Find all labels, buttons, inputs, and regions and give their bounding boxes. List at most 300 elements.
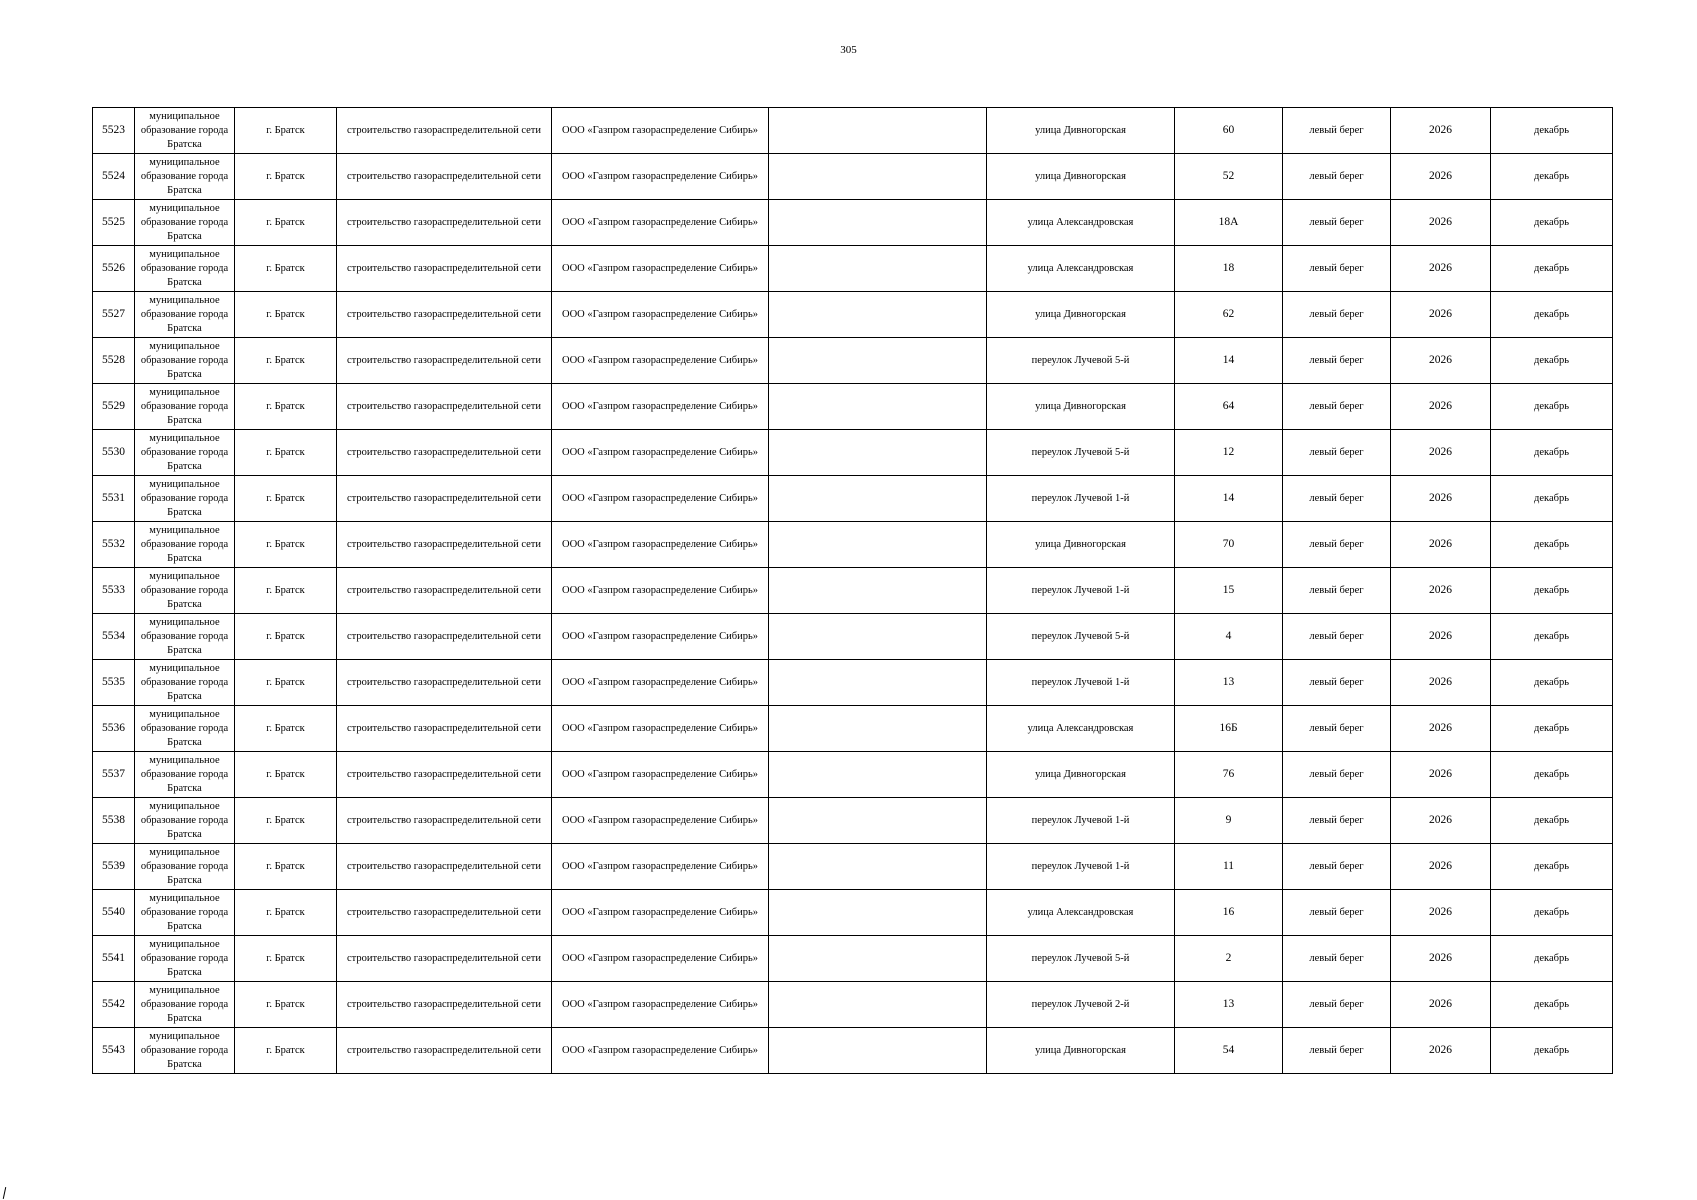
municipality-cell: [135, 890, 235, 936]
city-cell: г. Братск: [235, 752, 337, 798]
empty-cell: [769, 338, 987, 384]
row-number: 5543: [93, 1028, 135, 1074]
municipality-line: муниципальное: [149, 616, 220, 628]
bank-cell: левый берег: [1283, 706, 1391, 752]
table-row: [93, 798, 1613, 844]
municipality-cell: [135, 660, 235, 706]
empty-cell: [769, 982, 987, 1028]
municipality-line: муниципальное: [149, 432, 220, 444]
municipality-line: Братска: [167, 368, 202, 380]
municipality-cell: [135, 568, 235, 614]
month-cell: декабрь: [1491, 292, 1613, 338]
month-cell: декабрь: [1491, 430, 1613, 476]
work-type-cell: строительство газораспределительной сети: [337, 890, 552, 936]
municipality-line: Братска: [167, 644, 202, 656]
table-row: [93, 936, 1613, 982]
work-type-cell: строительство газораспределительной сети: [337, 154, 552, 200]
municipality-cell: [135, 752, 235, 798]
work-type-cell: строительство газораспределительной сети: [337, 384, 552, 430]
month-cell: декабрь: [1491, 752, 1613, 798]
bank-cell: левый берег: [1283, 200, 1391, 246]
month-cell: декабрь: [1491, 1028, 1613, 1074]
city-cell: г. Братск: [235, 200, 337, 246]
month-cell: декабрь: [1491, 522, 1613, 568]
organization-cell: ООО «Газпром газораспределение Сибирь»: [552, 200, 769, 246]
work-type-cell: строительство газораспределительной сети: [337, 108, 552, 154]
table-row: [93, 338, 1613, 384]
work-type-cell: строительство газораспределительной сети: [337, 246, 552, 292]
municipality-line: образование города: [140, 998, 229, 1010]
organization-cell: ООО «Газпром газораспределение Сибирь»: [552, 430, 769, 476]
row-number: 5524: [93, 154, 135, 200]
street-cell: улица Александровская: [987, 246, 1175, 292]
year-cell: 2026: [1391, 430, 1491, 476]
municipality-line: образование города: [140, 262, 229, 274]
municipality-cell: [135, 706, 235, 752]
table-row: [93, 844, 1613, 890]
row-number: 5538: [93, 798, 135, 844]
work-type-cell: строительство газораспределительной сети: [337, 476, 552, 522]
empty-cell: [769, 568, 987, 614]
municipality-line: Братска: [167, 1012, 202, 1024]
work-type-cell: строительство газораспределительной сети: [337, 568, 552, 614]
year-cell: 2026: [1391, 476, 1491, 522]
municipality-line: образование города: [140, 584, 229, 596]
municipality-line: Братска: [167, 184, 202, 196]
year-cell: 2026: [1391, 568, 1491, 614]
municipality-line: Братска: [167, 690, 202, 702]
city-cell: г. Братск: [235, 982, 337, 1028]
city-cell: г. Братск: [235, 108, 337, 154]
street-cell: улица Александровская: [987, 706, 1175, 752]
municipality-line: образование города: [140, 860, 229, 872]
month-cell: декабрь: [1491, 706, 1613, 752]
bank-cell: левый берег: [1283, 246, 1391, 292]
table-row: [93, 476, 1613, 522]
row-number: 5527: [93, 292, 135, 338]
empty-cell: [769, 936, 987, 982]
table-row: [93, 292, 1613, 338]
year-cell: 2026: [1391, 936, 1491, 982]
municipality-line: образование города: [140, 492, 229, 504]
row-number: 5537: [93, 752, 135, 798]
empty-cell: [769, 200, 987, 246]
house-number-cell: 13: [1175, 660, 1283, 706]
municipality-line: образование города: [140, 446, 229, 458]
work-type-cell: строительство газораспределительной сети: [337, 706, 552, 752]
row-number: 5542: [93, 982, 135, 1028]
table-row: [93, 384, 1613, 430]
municipality-line: образование города: [140, 400, 229, 412]
organization-cell: ООО «Газпром газораспределение Сибирь»: [552, 522, 769, 568]
house-number-cell: 18: [1175, 246, 1283, 292]
bank-cell: левый берег: [1283, 476, 1391, 522]
house-number-cell: 4: [1175, 614, 1283, 660]
year-cell: 2026: [1391, 384, 1491, 430]
work-type-cell: строительство газораспределительной сети: [337, 338, 552, 384]
street-cell: переулок Лучевой 1-й: [987, 798, 1175, 844]
empty-cell: [769, 430, 987, 476]
table-row: [93, 660, 1613, 706]
organization-cell: ООО «Газпром газораспределение Сибирь»: [552, 1028, 769, 1074]
municipality-line: Братска: [167, 322, 202, 334]
municipality-line: Братска: [167, 874, 202, 886]
municipality-line: муниципальное: [149, 662, 220, 674]
row-number: 5526: [93, 246, 135, 292]
city-cell: г. Братск: [235, 614, 337, 660]
city-cell: г. Братск: [235, 338, 337, 384]
table-row: [93, 522, 1613, 568]
organization-cell: ООО «Газпром газораспределение Сибирь»: [552, 936, 769, 982]
bank-cell: левый берег: [1283, 154, 1391, 200]
municipality-line: Братска: [167, 276, 202, 288]
month-cell: декабрь: [1491, 108, 1613, 154]
house-number-cell: 11: [1175, 844, 1283, 890]
month-cell: декабрь: [1491, 154, 1613, 200]
street-cell: улица Дивногорская: [987, 752, 1175, 798]
street-cell: переулок Лучевой 1-й: [987, 476, 1175, 522]
house-number-cell: 52: [1175, 154, 1283, 200]
year-cell: 2026: [1391, 200, 1491, 246]
empty-cell: [769, 384, 987, 430]
month-cell: декабрь: [1491, 890, 1613, 936]
empty-cell: [769, 614, 987, 660]
street-cell: переулок Лучевой 1-й: [987, 660, 1175, 706]
municipality-line: муниципальное: [149, 984, 220, 996]
organization-cell: ООО «Газпром газораспределение Сибирь»: [552, 706, 769, 752]
municipality-line: образование города: [140, 768, 229, 780]
bank-cell: левый берег: [1283, 844, 1391, 890]
table-row: [93, 752, 1613, 798]
municipality-line: Братска: [167, 920, 202, 932]
city-cell: г. Братск: [235, 430, 337, 476]
row-number: 5530: [93, 430, 135, 476]
house-number-cell: 16: [1175, 890, 1283, 936]
work-type-cell: строительство газораспределительной сети: [337, 200, 552, 246]
municipality-line: образование города: [140, 170, 229, 182]
organization-cell: ООО «Газпром газораспределение Сибирь»: [552, 660, 769, 706]
municipality-line: муниципальное: [149, 524, 220, 536]
organization-cell: ООО «Газпром газораспределение Сибирь»: [552, 890, 769, 936]
year-cell: 2026: [1391, 614, 1491, 660]
municipality-cell: [135, 154, 235, 200]
street-cell: переулок Лучевой 5-й: [987, 430, 1175, 476]
bank-cell: левый берег: [1283, 982, 1391, 1028]
empty-cell: [769, 706, 987, 752]
municipality-cell: [135, 200, 235, 246]
organization-cell: ООО «Газпром газораспределение Сибирь»: [552, 338, 769, 384]
empty-cell: [769, 844, 987, 890]
empty-cell: [769, 752, 987, 798]
municipality-line: муниципальное: [149, 110, 220, 122]
bank-cell: левый берег: [1283, 936, 1391, 982]
municipality-cell: [135, 338, 235, 384]
row-number: 5532: [93, 522, 135, 568]
house-number-cell: 60: [1175, 108, 1283, 154]
city-cell: г. Братск: [235, 568, 337, 614]
city-cell: г. Братск: [235, 292, 337, 338]
organization-cell: ООО «Газпром газораспределение Сибирь»: [552, 568, 769, 614]
margin-mark: [3, 1187, 6, 1199]
house-number-cell: 12: [1175, 430, 1283, 476]
house-number-cell: 15: [1175, 568, 1283, 614]
month-cell: декабрь: [1491, 384, 1613, 430]
row-number: 5533: [93, 568, 135, 614]
municipality-line: муниципальное: [149, 800, 220, 812]
municipality-line: муниципальное: [149, 754, 220, 766]
municipality-line: муниципальное: [149, 294, 220, 306]
table-row: [93, 200, 1613, 246]
year-cell: 2026: [1391, 338, 1491, 384]
year-cell: 2026: [1391, 844, 1491, 890]
empty-cell: [769, 246, 987, 292]
house-number-cell: 64: [1175, 384, 1283, 430]
empty-cell: [769, 476, 987, 522]
city-cell: г. Братск: [235, 798, 337, 844]
month-cell: декабрь: [1491, 476, 1613, 522]
municipality-line: муниципальное: [149, 478, 220, 490]
city-cell: г. Братск: [235, 936, 337, 982]
row-number: 5534: [93, 614, 135, 660]
table-row: [93, 108, 1613, 154]
house-number-cell: 9: [1175, 798, 1283, 844]
work-type-cell: строительство газораспределительной сети: [337, 752, 552, 798]
row-number: 5535: [93, 660, 135, 706]
municipality-cell: [135, 1028, 235, 1074]
row-number: 5539: [93, 844, 135, 890]
year-cell: 2026: [1391, 890, 1491, 936]
municipality-line: образование города: [140, 308, 229, 320]
municipality-line: Братска: [167, 736, 202, 748]
municipality-line: Братска: [167, 138, 202, 150]
month-cell: декабрь: [1491, 982, 1613, 1028]
year-cell: 2026: [1391, 982, 1491, 1028]
month-cell: декабрь: [1491, 568, 1613, 614]
table-row: [93, 890, 1613, 936]
municipality-line: Братска: [167, 552, 202, 564]
municipality-line: образование города: [140, 630, 229, 642]
street-cell: улица Александровская: [987, 890, 1175, 936]
municipality-cell: [135, 246, 235, 292]
year-cell: 2026: [1391, 798, 1491, 844]
house-number-cell: 18А: [1175, 200, 1283, 246]
municipality-line: Братска: [167, 966, 202, 978]
municipality-line: образование города: [140, 124, 229, 136]
municipality-line: муниципальное: [149, 938, 220, 950]
house-number-cell: 14: [1175, 338, 1283, 384]
table-row: [93, 430, 1613, 476]
house-number-cell: 76: [1175, 752, 1283, 798]
street-cell: улица Дивногорская: [987, 292, 1175, 338]
bank-cell: левый берег: [1283, 660, 1391, 706]
empty-cell: [769, 522, 987, 568]
municipality-line: Братска: [167, 1058, 202, 1070]
municipality-line: образование города: [140, 722, 229, 734]
bank-cell: левый берег: [1283, 614, 1391, 660]
municipality-line: образование города: [140, 1044, 229, 1056]
municipality-line: муниципальное: [149, 340, 220, 352]
month-cell: декабрь: [1491, 246, 1613, 292]
year-cell: 2026: [1391, 752, 1491, 798]
month-cell: декабрь: [1491, 660, 1613, 706]
organization-cell: ООО «Газпром газораспределение Сибирь»: [552, 154, 769, 200]
city-cell: г. Братск: [235, 890, 337, 936]
street-cell: улица Дивногорская: [987, 384, 1175, 430]
municipality-line: муниципальное: [149, 570, 220, 582]
organization-cell: ООО «Газпром газораспределение Сибирь»: [552, 614, 769, 660]
municipality-line: муниципальное: [149, 892, 220, 904]
empty-cell: [769, 798, 987, 844]
city-cell: г. Братск: [235, 476, 337, 522]
table-row: [93, 614, 1613, 660]
work-type-cell: строительство газораспределительной сети: [337, 1028, 552, 1074]
month-cell: декабрь: [1491, 936, 1613, 982]
organization-cell: ООО «Газпром газораспределение Сибирь»: [552, 108, 769, 154]
month-cell: декабрь: [1491, 338, 1613, 384]
municipality-line: Братска: [167, 598, 202, 610]
month-cell: декабрь: [1491, 200, 1613, 246]
empty-cell: [769, 108, 987, 154]
row-number: 5525: [93, 200, 135, 246]
municipality-line: Братска: [167, 414, 202, 426]
organization-cell: ООО «Газпром газораспределение Сибирь»: [552, 844, 769, 890]
year-cell: 2026: [1391, 660, 1491, 706]
municipality-cell: [135, 522, 235, 568]
bank-cell: левый берег: [1283, 568, 1391, 614]
table-body: [93, 108, 1613, 1074]
empty-cell: [769, 292, 987, 338]
municipality-line: Братска: [167, 506, 202, 518]
bank-cell: левый берег: [1283, 890, 1391, 936]
city-cell: г. Братск: [235, 660, 337, 706]
city-cell: г. Братск: [235, 522, 337, 568]
row-number: 5529: [93, 384, 135, 430]
municipality-cell: [135, 798, 235, 844]
table-row: [93, 1028, 1613, 1074]
table-row: [93, 568, 1613, 614]
municipality-line: образование города: [140, 676, 229, 688]
street-cell: улица Дивногорская: [987, 154, 1175, 200]
work-type-cell: строительство газораспределительной сети: [337, 982, 552, 1028]
municipality-cell: [135, 384, 235, 430]
municipality-line: муниципальное: [149, 846, 220, 858]
house-number-cell: 13: [1175, 982, 1283, 1028]
municipality-cell: [135, 292, 235, 338]
street-cell: переулок Лучевой 5-й: [987, 936, 1175, 982]
month-cell: декабрь: [1491, 844, 1613, 890]
bank-cell: левый берег: [1283, 752, 1391, 798]
municipality-line: муниципальное: [149, 1030, 220, 1042]
city-cell: г. Братск: [235, 1028, 337, 1074]
municipality-line: Братска: [167, 828, 202, 840]
municipality-line: Братска: [167, 782, 202, 794]
bank-cell: левый берег: [1283, 338, 1391, 384]
municipality-line: образование города: [140, 906, 229, 918]
year-cell: 2026: [1391, 108, 1491, 154]
bank-cell: левый берег: [1283, 292, 1391, 338]
empty-cell: [769, 1028, 987, 1074]
table-row: [93, 246, 1613, 292]
street-cell: переулок Лучевой 2-й: [987, 982, 1175, 1028]
row-number: 5531: [93, 476, 135, 522]
house-number-cell: 14: [1175, 476, 1283, 522]
organization-cell: ООО «Газпром газораспределение Сибирь»: [552, 384, 769, 430]
municipality-cell: [135, 476, 235, 522]
table-row: [93, 154, 1613, 200]
bank-cell: левый берег: [1283, 1028, 1391, 1074]
house-number-cell: 2: [1175, 936, 1283, 982]
work-type-cell: строительство газораспределительной сети: [337, 660, 552, 706]
bank-cell: левый берег: [1283, 430, 1391, 476]
house-number-cell: 70: [1175, 522, 1283, 568]
municipality-line: Братска: [167, 460, 202, 472]
year-cell: 2026: [1391, 246, 1491, 292]
municipality-cell: [135, 430, 235, 476]
street-cell: улица Дивногорская: [987, 1028, 1175, 1074]
row-number: 5541: [93, 936, 135, 982]
table-row: [93, 706, 1613, 752]
empty-cell: [769, 660, 987, 706]
work-type-cell: строительство газораспределительной сети: [337, 936, 552, 982]
street-cell: улица Дивногорская: [987, 522, 1175, 568]
year-cell: 2026: [1391, 1028, 1491, 1074]
municipality-line: Братска: [167, 230, 202, 242]
municipality-line: образование города: [140, 952, 229, 964]
work-type-cell: строительство газораспределительной сети: [337, 522, 552, 568]
city-cell: г. Братск: [235, 844, 337, 890]
city-cell: г. Братск: [235, 384, 337, 430]
work-type-cell: строительство газораспределительной сети: [337, 798, 552, 844]
street-cell: улица Дивногорская: [987, 108, 1175, 154]
municipality-line: муниципальное: [149, 202, 220, 214]
work-type-cell: строительство газораспределительной сети: [337, 430, 552, 476]
month-cell: декабрь: [1491, 614, 1613, 660]
bank-cell: левый берег: [1283, 798, 1391, 844]
bank-cell: левый берег: [1283, 108, 1391, 154]
street-cell: переулок Лучевой 5-й: [987, 338, 1175, 384]
municipality-line: образование города: [140, 814, 229, 826]
city-cell: г. Братск: [235, 246, 337, 292]
empty-cell: [769, 154, 987, 200]
year-cell: 2026: [1391, 706, 1491, 752]
table-row: [93, 982, 1613, 1028]
municipality-cell: [135, 936, 235, 982]
page-number: 305: [840, 44, 857, 56]
city-cell: г. Братск: [235, 154, 337, 200]
municipality-line: образование города: [140, 538, 229, 550]
work-type-cell: строительство газораспределительной сети: [337, 292, 552, 338]
organization-cell: ООО «Газпром газораспределение Сибирь»: [552, 982, 769, 1028]
bank-cell: левый берег: [1283, 384, 1391, 430]
month-cell: декабрь: [1491, 798, 1613, 844]
organization-cell: ООО «Газпром газораспределение Сибирь»: [552, 292, 769, 338]
organization-cell: ООО «Газпром газораспределение Сибирь»: [552, 246, 769, 292]
year-cell: 2026: [1391, 292, 1491, 338]
city-cell: г. Братск: [235, 706, 337, 752]
organization-cell: ООО «Газпром газораспределение Сибирь»: [552, 476, 769, 522]
row-number: 5523: [93, 108, 135, 154]
document-table: [92, 107, 1613, 1074]
street-cell: переулок Лучевой 1-й: [987, 844, 1175, 890]
municipality-cell: [135, 844, 235, 890]
work-type-cell: строительство газораспределительной сети: [337, 614, 552, 660]
house-number-cell: 54: [1175, 1028, 1283, 1074]
street-cell: переулок Лучевой 1-й: [987, 568, 1175, 614]
organization-cell: ООО «Газпром газораспределение Сибирь»: [552, 798, 769, 844]
municipality-line: муниципальное: [149, 156, 220, 168]
year-cell: 2026: [1391, 522, 1491, 568]
row-number: 5540: [93, 890, 135, 936]
